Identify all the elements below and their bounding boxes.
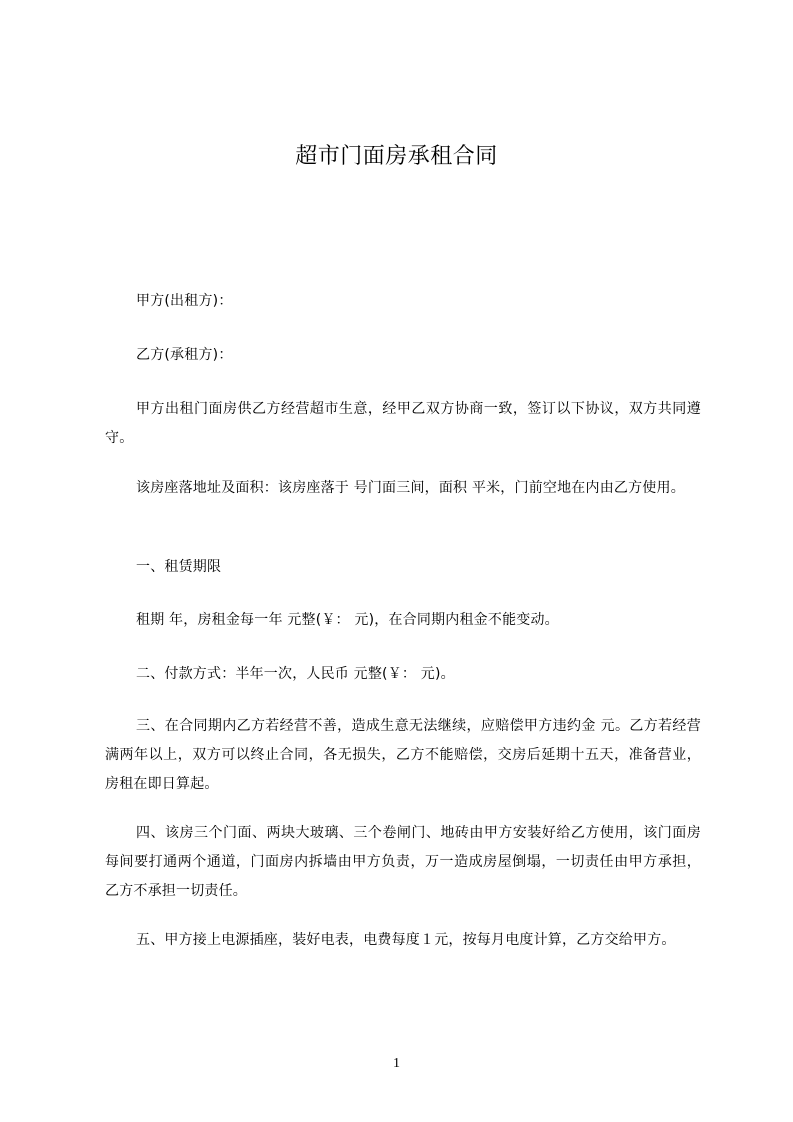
intro-paragraph: 甲方出租门面房供乙方经营超市生意，经甲乙双方协商一致，签订以下协议，双方共同遵守。 [105,401,701,446]
document-title: 超市门面房承租合同 [295,144,498,169]
lease-term-paragraph: 租期 年，房租金每一年 元整(￥： 元)，在合同期内租金不能变动。 [136,612,559,628]
party-b-line: 乙方(承租方)： [136,347,233,363]
payment-method-paragraph: 二、付款方式：半年一次，人民币 元整(￥： 元)。 [136,666,455,682]
page-number: 1 [393,1056,400,1071]
clause-five-paragraph: 五、甲方接上电源插座，装好电表，电费每度１元，按每月电度计算，乙方交给甲方。 [136,932,676,948]
party-a-line: 甲方(出租方)： [136,293,233,309]
clause-four-paragraph: 四、该房三个门面、两块大玻璃、三个卷闸门、地砖由甲方安装好给乙方使用，该门面房每间要打通两个通道，门面房内拆墙由甲方负责，万一造成房屋倒塌，一切责任由甲方承担，乙方不承担一切责任。 [105,825,701,899]
property-location-paragraph: 该房座落地址及面积：该房座落于 号门面三间，面积 平米，门前空地在内由乙方使用。 [136,480,685,496]
section-heading-lease-term: 一、租赁期限 [136,559,222,575]
clause-three-paragraph: 三、在合同期内乙方若经营不善，造成生意无法继续，应赔偿甲方违约金 元。乙方若经营满两年以上，双方可以终止合同，各无损失，乙方不能赔偿，交房后延期十五天，准备营业，房租在即日算起。 [105,718,701,792]
